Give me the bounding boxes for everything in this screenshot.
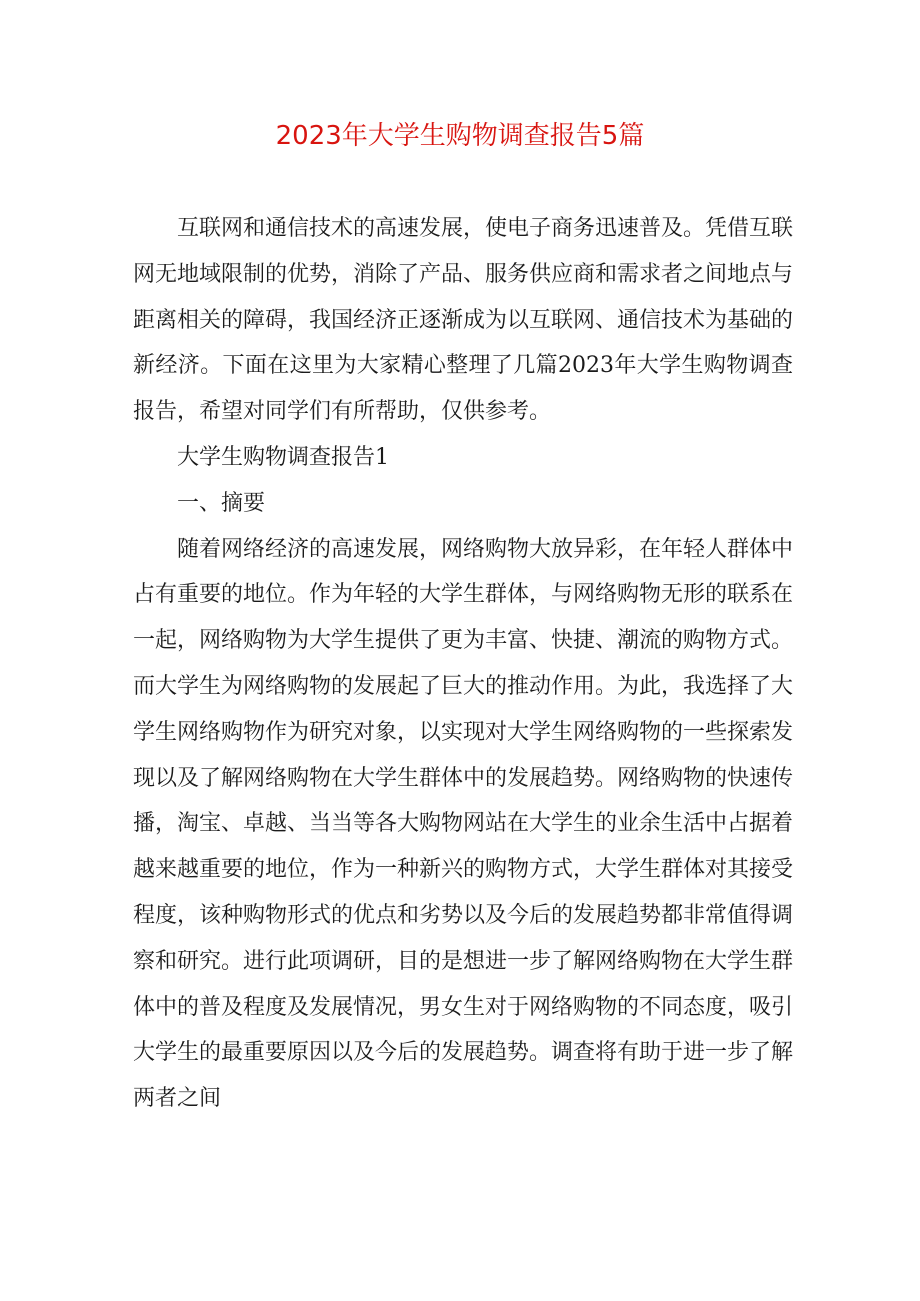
section-heading: 一、摘要 <box>177 490 266 516</box>
report-heading: 大学生购物调查报告1 <box>177 444 389 470</box>
intro-paragraph: 互联网和通信技术的高速发展，使电子商务迅速普及。凭借互联网无地域限制的优势，消除了产品、服务供应商和需求者之间地点与距离相关的障碍，我国经济正逐渐成为以互联网、通信技术为基础的新经济。下面在这里为大家精心整理了几篇2023年大学生购物调查报告，希望对同学们有所帮助，仅供参考。 <box>133 216 794 425</box>
document-body <box>133 206 793 1122</box>
abstract-paragraph: 随着网络经济的高速发展，网络购物大放异彩，在年轻人群体中占有重要的地位。作为年轻的大学生群体，与网络购物无形的联系在一起，网络购物为大学生提供了更为丰富、快捷、潮流的购物方式。而大学生为网络购物的发展起了巨大的推动作用。为此，我选择了大学生网络购物作为研究对象，以实现对大学生网络购物的一些探索发现以及了解网络购物在大学生群体中的发展趋势。网络购物的快速传播，淘宝、卓越、当当等各大购物网站在大学生的业余生活中占据着越来越重要的地位，作为一种新兴的购物方式，大学生群体对其接受程度，该种购物形式的优点和劣势以及今后的发展趋势都非常值得调察和研究。进行此项调研，目的是想进一步了解网络购物在大学生群体中的普及程度及发展情况，男女生对于网络购物的不同态度，吸引大学生的最重要原因以及今后的发展趋势。调查将有助于进一步了解两者之间 <box>133 536 794 1112</box>
document-title: 2023年大学生购物调查报告5篇 <box>275 121 645 151</box>
